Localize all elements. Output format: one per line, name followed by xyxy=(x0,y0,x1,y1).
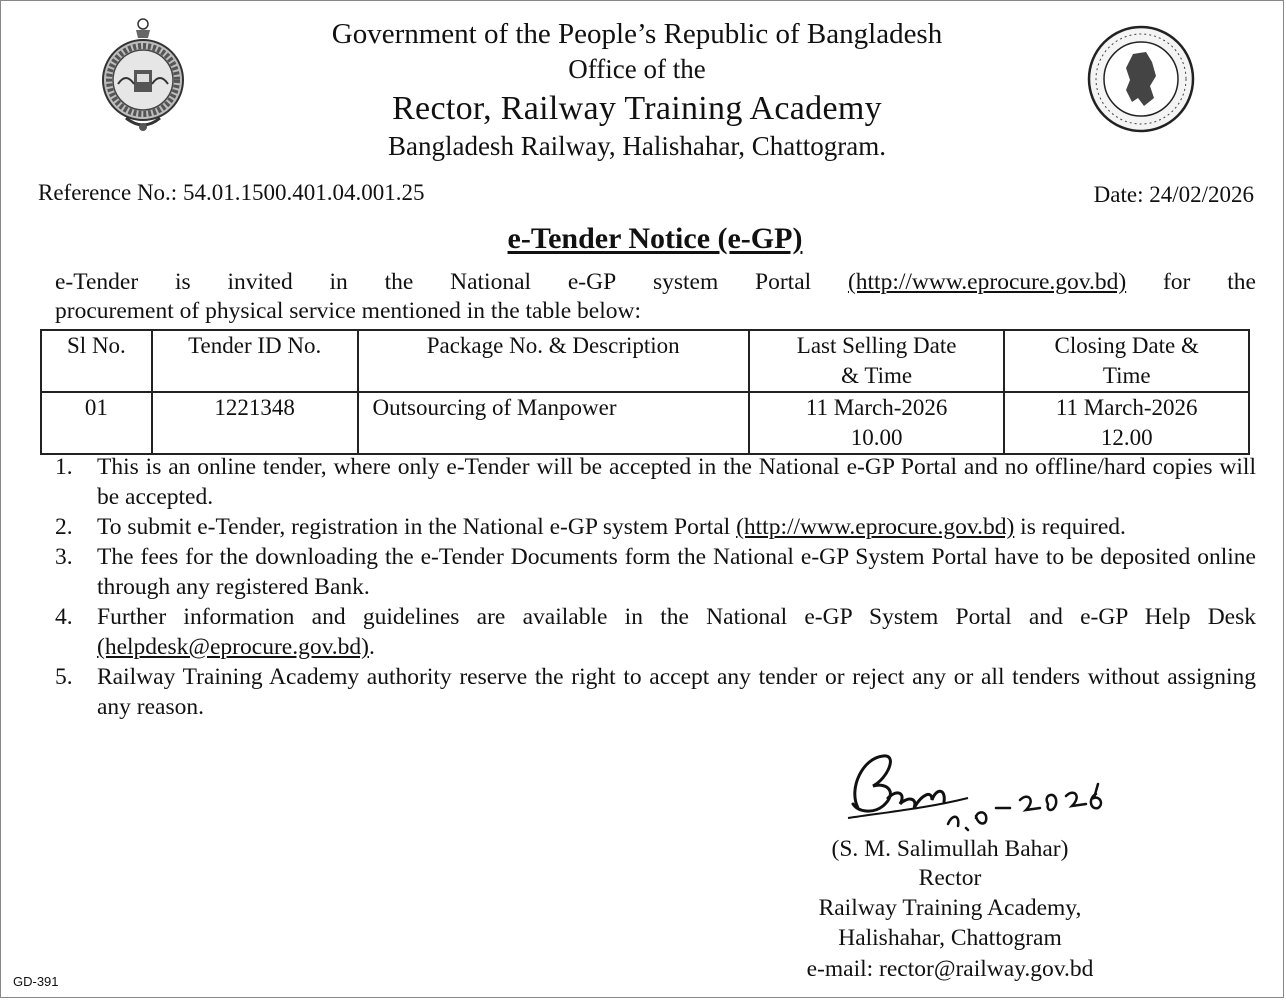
note-number: 1. xyxy=(55,454,73,480)
list-item xyxy=(55,662,1256,722)
rector-heading: Rector, Railway Training Academy xyxy=(392,90,882,127)
intro-word: in xyxy=(329,269,348,295)
intro-word: invited xyxy=(227,269,293,295)
note-number: 4. xyxy=(55,604,73,630)
signatory-office: Railway Training Academy, xyxy=(818,895,1082,921)
intro-word: e-Tender xyxy=(55,269,139,295)
cell-time: 10.00 xyxy=(850,425,903,450)
footer-code: GD-391 xyxy=(13,974,59,989)
header-sl-no: Sl No. xyxy=(41,330,152,392)
header-closing xyxy=(1004,330,1249,392)
intro-word: system xyxy=(652,269,719,295)
intro-word: National xyxy=(450,269,532,295)
signatory-location: Halishahar, Chattogram xyxy=(838,925,1062,951)
cell-date: 11 March-2026 xyxy=(1055,395,1198,420)
list-item xyxy=(55,512,1256,542)
table-row xyxy=(41,392,1249,454)
notice-date: Date: 24/02/2026 xyxy=(1093,182,1254,207)
signatory-name: (S. M. Salimullah Bahar) xyxy=(831,836,1069,862)
office-heading: Office of the xyxy=(568,54,706,84)
eprocure-link[interactable]: (http://www.eprocure.gov.bd) xyxy=(847,269,1127,295)
note-text: The fees for the downloading the e-Tender Documents form the National e-GP System Portal have to be deposited online through any registered Bank. xyxy=(97,544,1256,600)
note-text: is required. xyxy=(1020,514,1126,540)
cell-sl-no: 01 xyxy=(41,392,152,454)
note-text: Further information and guidelines are available in the National e-GP System Portal and e-GP Help Desk xyxy=(97,604,1256,630)
cell-tender-id: 1221348 xyxy=(152,392,358,454)
tender-table xyxy=(40,329,1250,455)
header-text: Time xyxy=(1102,363,1151,388)
table-header-row xyxy=(41,330,1249,392)
cell-time: 12.00 xyxy=(1100,425,1153,450)
reference-number: Reference No.: 54.01.1500.401.04.001.25 xyxy=(38,180,425,205)
signature-scribble xyxy=(828,738,1118,838)
list-item xyxy=(55,452,1256,512)
notice-title: e-Tender Notice (e-GP) xyxy=(507,222,803,255)
intro-word: the xyxy=(384,269,414,295)
note-text: To submit e-Tender, registration in the National e-GP system Portal xyxy=(97,514,731,540)
note-text: This is an online tender, where only e-Tender will be accepted in the National e-GP Portal and no offline/hard copies will be accepted. xyxy=(97,454,1256,510)
address-heading: Bangladesh Railway, Halishahar, Chattogram. xyxy=(387,131,887,161)
intro-word: e-GP xyxy=(567,269,617,295)
header-last-selling xyxy=(749,330,1005,392)
intro-paragraph xyxy=(55,268,1256,326)
intro-word: the xyxy=(1227,269,1256,295)
list-item xyxy=(55,602,1256,662)
header-package-description: Package No. & Description xyxy=(358,330,749,392)
signatory-designation: Rector xyxy=(918,865,982,891)
header-text: Closing Date & xyxy=(1054,333,1199,358)
intro-word: for xyxy=(1162,269,1191,295)
note-number: 5. xyxy=(55,664,73,690)
eprocure-link[interactable]: (http://www.eprocure.gov.bd) xyxy=(736,514,1015,540)
note-text: . xyxy=(369,634,375,660)
cell-date: 11 March-2026 xyxy=(805,395,948,420)
list-item xyxy=(55,542,1256,602)
header-text: & Time xyxy=(841,363,913,388)
note-text: Railway Training Academy authority reserve the right to accept any tender or reject any or all tenders without assigning any reason. xyxy=(97,664,1256,720)
intro-line-2: procurement of physical service mentioned in the table below: xyxy=(55,298,641,324)
header-text: Last Selling Date xyxy=(796,333,957,358)
helpdesk-email-link[interactable]: (helpdesk@eprocure.gov.bd) xyxy=(97,634,369,660)
intro-word: is xyxy=(174,269,191,295)
cell-description: Outsourcing of Manpower xyxy=(358,392,749,454)
note-number: 2. xyxy=(55,514,73,540)
government-heading: Government of the People’s Republic of Bangladesh xyxy=(331,18,943,50)
header-tender-id: Tender ID No. xyxy=(152,330,358,392)
notes-list xyxy=(55,452,1256,722)
note-number: 3. xyxy=(55,544,73,570)
signatory-email[interactable]: e-mail: rector@railway.gov.bd xyxy=(806,956,1094,982)
cell-closing xyxy=(1004,392,1249,454)
cell-last-selling xyxy=(749,392,1005,454)
intro-word: Portal xyxy=(755,269,812,295)
